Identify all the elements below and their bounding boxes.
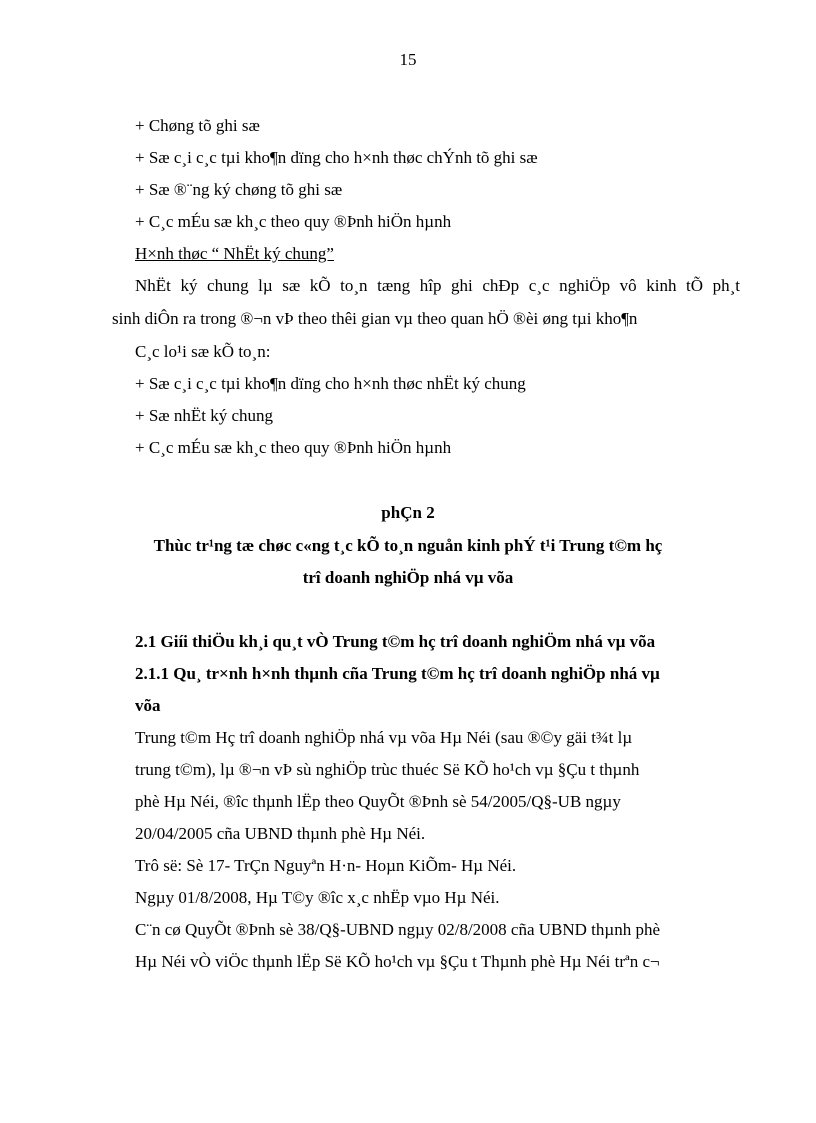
body-line: Hµ Néi vÒ viÖc thµnh lËp Së KÕ ho¹ch vµ §Çu t Thµnh phè Hµ Néi trªn c¬ — [135, 952, 660, 971]
section-heading: 2.1 Giíi thiÖu kh¸i qu¸t vÒ Trung t©m hç trî doanh nghiÖm nhá vµ võa — [135, 632, 656, 651]
list-item: + C¸c mÉu sæ kh¸c theo quy ®Þnh hiÖn hµnh — [135, 212, 452, 231]
section-heading: 2.1.1 Qu¸ tr×nh h×nh thµnh cña Trung t©m hç trî doanh nghiÖp nhá vµ — [135, 664, 660, 683]
list-item: + Sæ nhËt ký chung — [135, 406, 274, 425]
part-subtitle: trî doanh nghiÖp nhá vµ võa — [302, 568, 514, 587]
page-number: 15 — [399, 50, 417, 69]
body-line: trung t©m), lµ ®¬n vÞ sù nghiÖp trùc thuéc Së KÕ ho¹ch vµ §Çu t thµnh — [135, 760, 640, 779]
list-item: + Chøng tõ ghi sæ — [135, 116, 260, 135]
part-subtitle: Thùc tr¹ng tæ chøc c«ng t¸c kÕ to¸n nguån kinh phÝ t¹i Trung t©m hç — [153, 536, 663, 555]
body-line: Ngµy 01/8/2008, Hµ T©y ®îc x¸c nhËp vµo Hµ Néi. — [135, 888, 500, 907]
body-line: phè Hµ Néi, ®îc thµnh lËp theo QuyÕt ®Þnh sè 54/2005/Q§-UB ngµy — [135, 792, 621, 811]
body-line: Trô së: Sè 17- TrÇn Nguyªn H·n- Hoµn KiÕm- Hµ Néi. — [135, 856, 517, 875]
types-label: C¸c lo¹i sæ kÕ to¸n: — [135, 342, 271, 361]
list-item: + Sæ c¸i c¸c tµi kho¶n dïng cho h×nh thøc nhËt ký chung — [135, 374, 526, 393]
list-item: + C¸c mÉu sæ kh¸c theo quy ®Þnh hiÖn hµnh — [135, 438, 452, 457]
paragraph-line: sinh diÔn ra trong ®¬n vÞ theo thêi gian vµ theo quan hÖ ®èi øng tµi kho¶n — [112, 309, 638, 328]
list-item: + Sæ ®¨ng ký chøng tõ ghi sæ — [135, 180, 343, 199]
body-line: 20/04/2005 cña UBND thµnh phè Hµ Néi. — [135, 824, 426, 843]
body-line: Trung t©m Hç trî doanh nghiÖp nhá vµ võa Hµ Néi (sau ®©y gäi t¾t lµ — [135, 728, 633, 747]
paragraph-line: NhËt ký chung lµ sæ kÕ to¸n tæng hîp ghi chÐp c¸c nghiÖp vô kinh tÕ ph¸t — [135, 276, 740, 295]
list-item: + Sæ c¸i c¸c tµi kho¶n dïng cho h×nh thøc chÝnh tõ ghi sæ — [135, 148, 538, 167]
section-heading: võa — [135, 696, 161, 715]
body-line: C¨n cø QuyÕt ®Þnh sè 38/Q§-UBND ngµy 02/8/2008 cña UBND thµnh phè — [135, 920, 660, 939]
part-title: phÇn 2 — [381, 503, 435, 522]
heading-nkc: H×nh thøc “ NhËt ký chung” — [135, 244, 334, 263]
